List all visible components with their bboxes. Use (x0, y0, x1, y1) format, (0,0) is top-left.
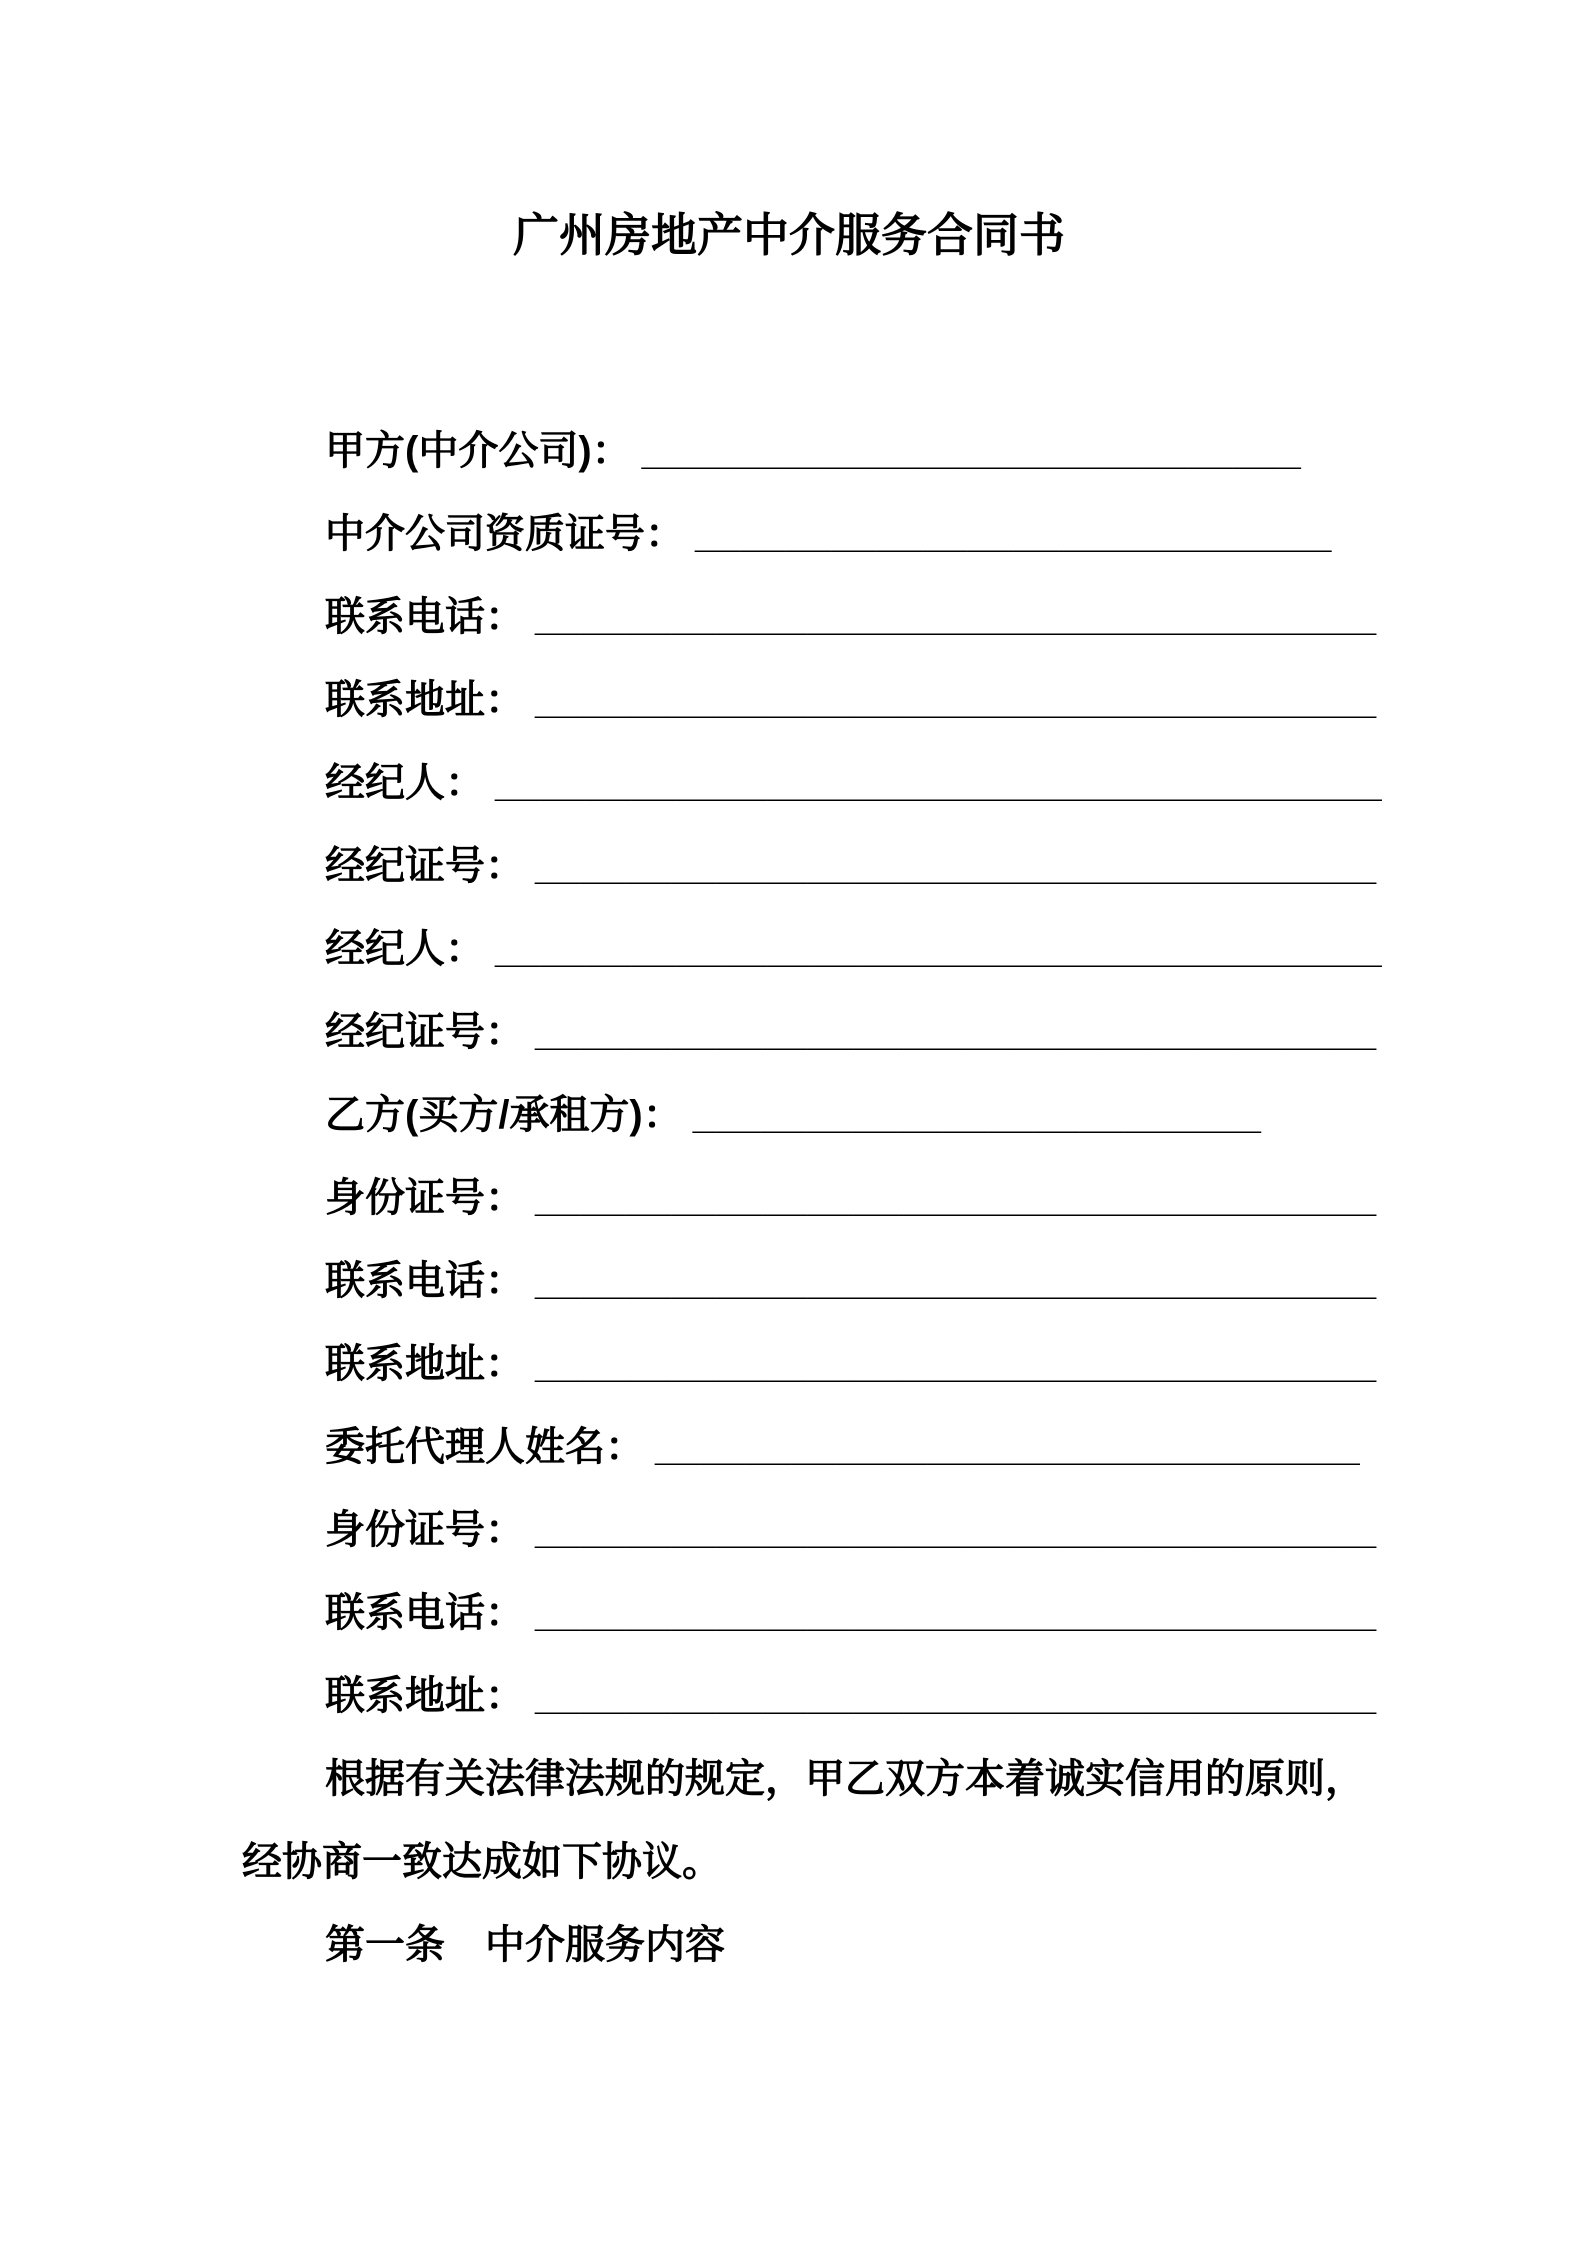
field-row-agency-license-no (242, 493, 1336, 576)
field-blank: _____________________________________ (535, 1674, 1377, 1718)
field-blank: _______________________________________ (495, 761, 1383, 805)
field-blank: _____________________________________ (535, 844, 1377, 888)
field-label: 乙方(买方/承租方)： (325, 1093, 683, 1137)
field-blank: _____________________________________ (535, 595, 1377, 639)
field-blank: _____________________________________ (535, 1508, 1377, 1552)
page-title: 广州房地产中介服务合同书 (513, 209, 1065, 261)
field-row-agent-phone (242, 1572, 1377, 1655)
field-label: 联系电话： (325, 1591, 525, 1635)
field-row-id-no-b (242, 1157, 1377, 1240)
preamble-line-2: 经协商一致达成如下协议。 (242, 1840, 722, 1884)
field-blank: _____________________________________ (535, 1010, 1377, 1054)
field-row-broker-cert-1 (242, 825, 1377, 908)
field-row-agent-id-no (242, 1489, 1377, 1572)
party-info-fields (242, 410, 1383, 1738)
field-row-phone-a (242, 576, 1377, 659)
field-label: 甲方(中介公司)： (325, 429, 632, 473)
field-label: 经纪证号： (325, 844, 525, 888)
field-blank: _____________________________ (641, 429, 1302, 473)
field-row-party-b (242, 1074, 1336, 1157)
preamble-line-1: 根据有关法律法规的规定，甲乙双方本着诚实信用的原则， (325, 1757, 1365, 1801)
field-label: 联系地址： (325, 678, 525, 722)
field-row-address-b (242, 1323, 1377, 1406)
field-row-agent-name (242, 1406, 1361, 1489)
field-label: 经纪证号： (325, 1010, 525, 1054)
field-blank: _____________________________________ (535, 1591, 1377, 1635)
field-label: 委托代理人姓名： (325, 1425, 645, 1469)
field-blank: _____________________________________ (535, 678, 1377, 722)
field-label: 经纪人： (325, 761, 485, 805)
field-blank: _____________________________________ (535, 1342, 1377, 1386)
field-blank: _______________________________ (655, 1425, 1361, 1469)
field-row-address-a (242, 659, 1377, 742)
field-row-agent-address (242, 1655, 1377, 1738)
field-row-broker-1 (242, 742, 1383, 825)
field-label: 联系地址： (325, 1674, 525, 1718)
field-label: 中介公司资质证号： (325, 512, 685, 556)
section-heading-article-1: 第一条 中介服务内容 (325, 1923, 725, 1967)
field-blank: _____________________________________ (535, 1176, 1377, 1220)
field-label: 联系地址： (325, 1342, 525, 1386)
field-blank: _____________________________________ (535, 1259, 1377, 1303)
field-label: 身份证号： (325, 1176, 525, 1220)
field-row-phone-b (242, 1240, 1377, 1323)
field-row-broker-2 (242, 908, 1383, 991)
field-blank: _________________________ (692, 1093, 1262, 1137)
field-label: 身份证号： (325, 1508, 525, 1552)
field-row-party-a (242, 410, 1336, 493)
field-row-broker-cert-2 (242, 991, 1377, 1074)
field-blank: ____________________________ (695, 512, 1332, 556)
field-label: 经纪人： (325, 927, 485, 971)
field-blank: _______________________________________ (495, 927, 1383, 971)
field-label: 联系电话： (325, 1259, 525, 1303)
field-label: 联系电话： (325, 595, 525, 639)
